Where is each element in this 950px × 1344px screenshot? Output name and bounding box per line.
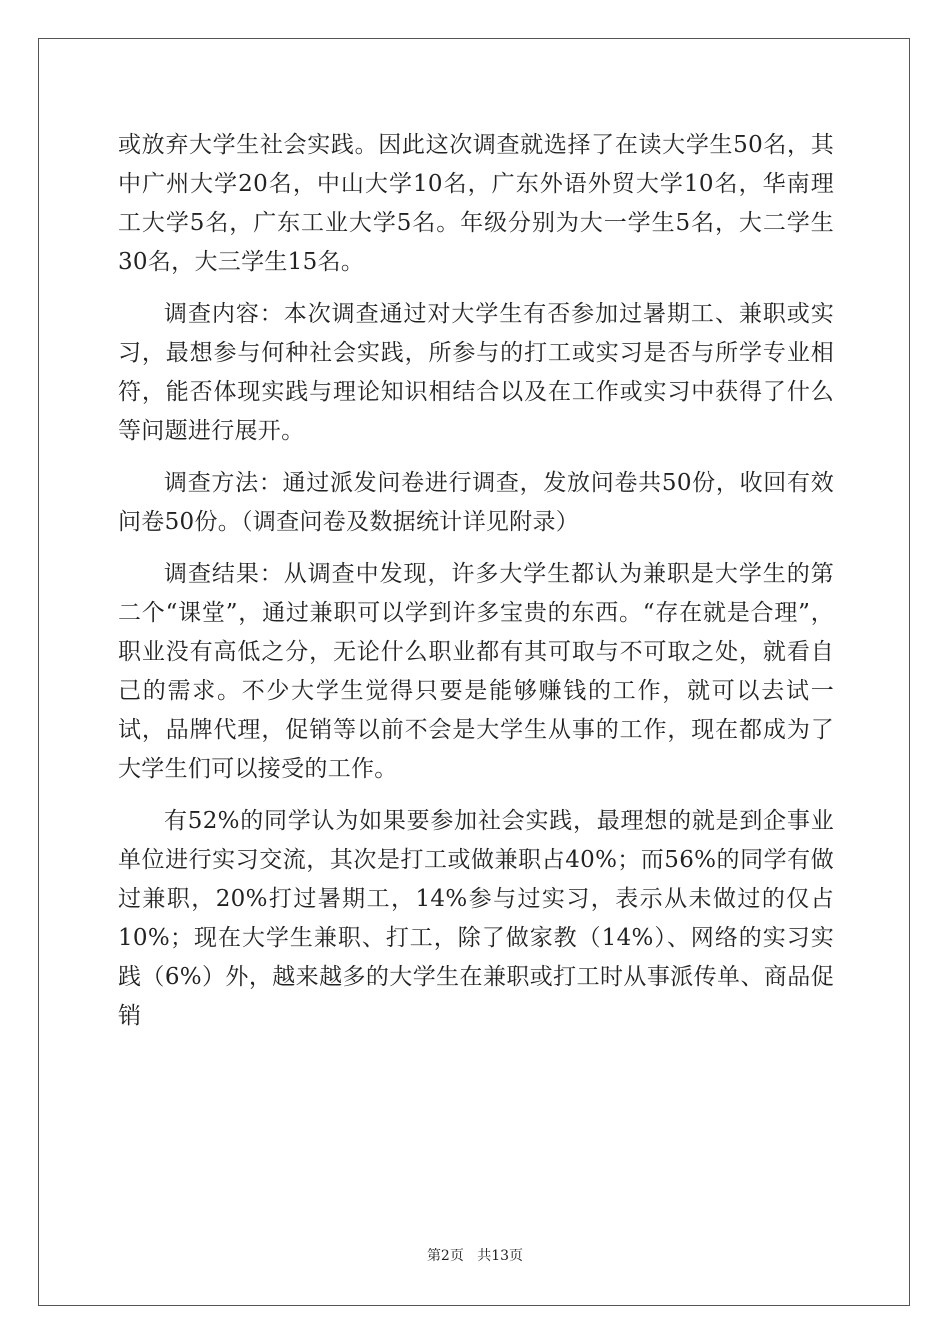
page-total: 共13页 [477,1248,524,1264]
paragraph-1: 或放弃大学生社会实践。因此这次调查就选择了在读大学生50名，其中广州大学20名，中山大学10名，广东外语外贸大学10名，华南理工大学5名，广东工业大学5名。年级分别为大一学生5名，大二学生30名，大三学生15名。 [118,132,834,275]
paragraph-5: 有52%的同学认为如果要参加社会实践，最理想的就是到企事业单位进行实习交流，其次是打工或做兼职占40%；而56%的同学有做过兼职，20%打过暑期工，14%参与过实习，表示从未做过的仅占10%；现在大学生兼职、打工，除了做家教（14%）、网络的实习实践（6%）外，越来越多的大学生在兼职或打工时从事派传单、商品促销 [118,808,834,1029]
paragraph-4: 调查结果：从调查中发现，许多大学生都认为兼职是大学生的第二个“课堂”，通过兼职可以学到许多宝贵的东西。“存在就是合理”，职业没有高低之分，无论什么职业都有其可取与不可取之处，就看自己的需求。不少大学生觉得只要是能够赚钱的工作，就可以去试一试，品牌代理，促销等以前不会是大学生从事的工作，现在都成为了大学生们可以接受的工作。 [118,561,834,782]
paragraph-3: 调查方法：通过派发问卷进行调查，发放问卷共50份，收回有效问卷50份。（调查问卷及数据统计详见附录） [118,470,834,535]
page-number: 第2页 [426,1248,464,1264]
paragraph-2: 调查内容：本次调查通过对大学生有否参加过暑期工、兼职或实习，最想参与何种社会实践，所参与的打工或实习是否与所学专业相符，能否体现实践与理论知识相结合以及在工作或实习中获得了什么等问题进行展开。 [118,301,834,444]
page-footer [0,1245,950,1265]
document-body [118,126,834,1049]
